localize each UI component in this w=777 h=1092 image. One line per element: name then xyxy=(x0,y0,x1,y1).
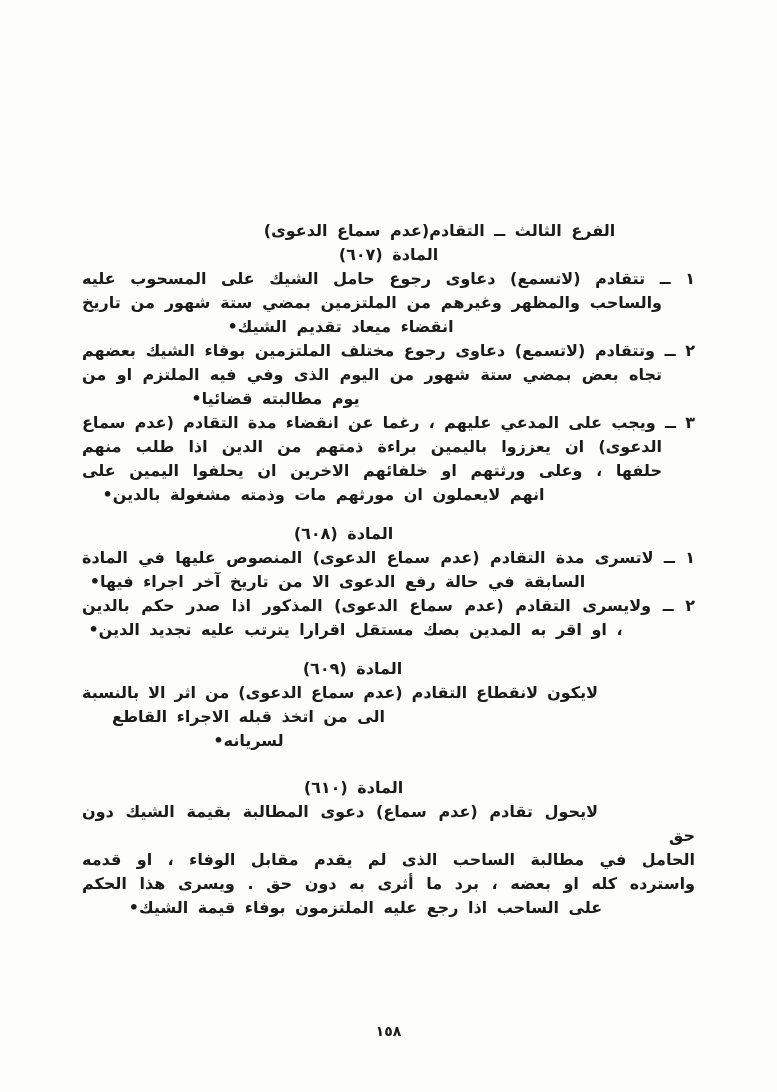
text-line: الى من اتخذ قبله الاجراء القاطع لسريانه• xyxy=(112,707,385,750)
text-line: السابقة في حالة رفع الدعوى الا من تاريخ آخر اجراء فيها• xyxy=(89,572,586,591)
text-line: الدعوى) ان يعززوا باليمين براءة ذمتهم من الدين اذا طلب منهم xyxy=(82,437,662,456)
article-607-heading: المادة (٦٠٧) xyxy=(338,245,439,264)
text-column xyxy=(82,219,695,920)
article-610-heading: المادة (٦١٠) xyxy=(303,778,404,797)
section-heading: الفرع الثالث ــ التقادم(عدم سماع الدعوى) xyxy=(263,221,616,240)
text-line: ١ ــ تتقادم (لاتسمع) دعاوى رجوع حامل الشيك على المسحوب عليه xyxy=(82,269,695,288)
text-line: ٢ ــ ولايسرى التقادم (عدم سماع الدعوى) المذكور اذا صدر حكم بالدين xyxy=(82,596,695,615)
text-line: على الساحب اذا رجع عليه الملتزمون بوفاء قيمة الشيك• xyxy=(128,898,603,917)
article-609-heading: المادة (٦٠٩) xyxy=(302,659,403,678)
text-line: لايكون لانقطاع التقادم (عدم سماع الدعوى) من اثر الا بالنسبة xyxy=(82,683,598,702)
text-line: واسترده كله او بعضه ، برد ما أثرى به دون حق . ويسرى هذا الحكم xyxy=(82,874,695,893)
article-608-heading: المادة (٦٠٨) xyxy=(293,524,394,543)
text-line: ٢ ــ وتتقادم (لاتسمع) دعاوى رجوع مختلف الملتزمين بوفاء الشيك بعضهم xyxy=(82,341,695,360)
text-line: يوم مطالبته قضائيا• xyxy=(191,389,360,408)
text-line: حلفها ، وعلى ورثتهم او خلفائهم الاخرين ان يحلفوا اليمين على xyxy=(82,461,662,480)
text-line: تجاه بعض بمضي ستة شهور من اليوم الذى وفي فيه الملتزم او من xyxy=(82,365,662,384)
text-line: ١ ــ لاتسرى مدة التقادم (عدم سماع الدعوى) المنصوص عليها في المادة xyxy=(82,548,695,567)
text-line: ٣ ــ ويجب على المدعي عليهم ، رغما عن انقضاء مدة التقادم (عدم سماع xyxy=(82,413,695,432)
page-number: ١٥٨ xyxy=(375,1024,402,1040)
text-line: الحامل في مطالبة الساحب الذى لم يقدم مقابل الوفاء ، او قدمه xyxy=(82,850,695,869)
text-line: انهم لايعملون ان مورثهم مات وذمته مشغولة بالدين• xyxy=(102,485,545,504)
text-line: والساحب والمظهر وغيرهم من الملتزمين بمضي ستة شهور من تاريخ xyxy=(82,293,662,312)
text-line: لايحول تقادم (عدم سماع) دعوى المطالبة بقيمة الشيك دون حق xyxy=(82,802,695,845)
text-line: انقضاء ميعاد تقديم الشيك• xyxy=(227,317,454,336)
text-line: ، او اقر به المدين بصك مستقل اقرارا يترتب عليه تجديد الدين• xyxy=(88,620,623,639)
